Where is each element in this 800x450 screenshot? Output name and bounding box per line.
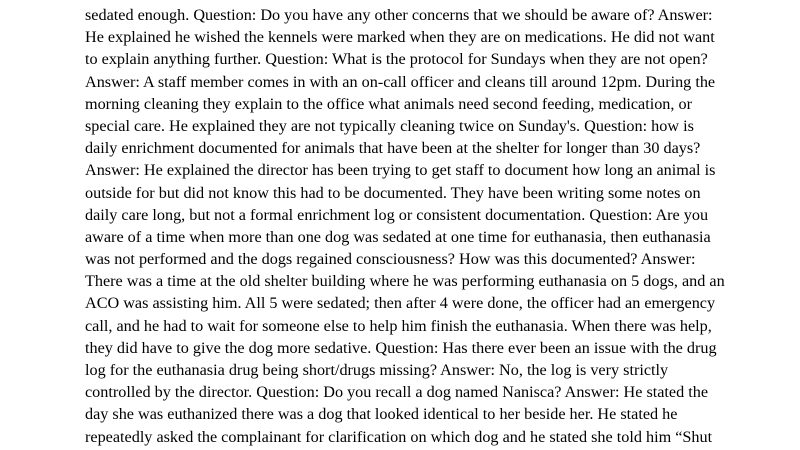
- text-line: Answer: He explained the director has been trying to get staff to document how long an animal is: [85, 161, 716, 180]
- text-line: special care. He explained they are not typically cleaning twice on Sunday's. Question: how is: [85, 116, 694, 135]
- text-line: controlled by the director. Question: Do you recall a dog named Nanisca? Answer: He stated the: [85, 383, 709, 402]
- text-line: log for the euthanasia drug being short/drugs missing? Answer: No, the log is very strictly: [85, 361, 669, 379]
- text-line: Answer: A staff member comes in with an on-call officer and cleans till around 12pm. During the: [85, 72, 716, 91]
- text-line: was not performed and the dogs regained consciousness? How was this documented? Answer:: [85, 250, 696, 269]
- text-line: repeatedly asked the complainant for clarification on which dog and he stated she told him “Shut: [85, 427, 713, 446]
- text-line: There was a time at the old shelter building where he was performing euthanasia on 5 dogs, and an: [85, 272, 725, 291]
- text-line: He explained he wished the kennels were marked when they are on medications. He did not want: [85, 28, 715, 47]
- document-page: [85, 4, 785, 448]
- text-line: call, and he had to wait for someone else to help him finish the euthanasia. When there was help,: [85, 316, 712, 335]
- text-line: morning cleaning they explain to the office what animals need second feeding, medication, or: [85, 94, 692, 113]
- text-line: day she was euthanized there was a dog that looked identical to her beside her. He stated he: [85, 405, 678, 424]
- text-line: aware of a time when more than one dog was sedated at one time for euthanasia, then euthanasia: [85, 227, 711, 246]
- text-line: daily care long, but not a formal enrichment log or consistent documentation. Question: Are you: [85, 205, 709, 224]
- text-line: ACO was assisting him. All 5 were sedated; then after 4 were done, the officer had an emergency: [85, 294, 716, 313]
- text-line: outside for but did not know this had to be documented. They have been writing some notes on: [85, 183, 701, 202]
- text-line: sedated enough. Question: Do you have any other concerns that we should be aware of? Answer:: [85, 6, 713, 24]
- text-line: they did have to give the dog more sedative. Question: Has there ever been an issue with the drug: [85, 338, 717, 357]
- text-line: daily enrichment documented for animals that have been at the shelter for longer than 30 days?: [85, 139, 701, 158]
- text-line: to explain anything further. Question: What is the protocol for Sundays when they are not open?: [85, 50, 708, 69]
